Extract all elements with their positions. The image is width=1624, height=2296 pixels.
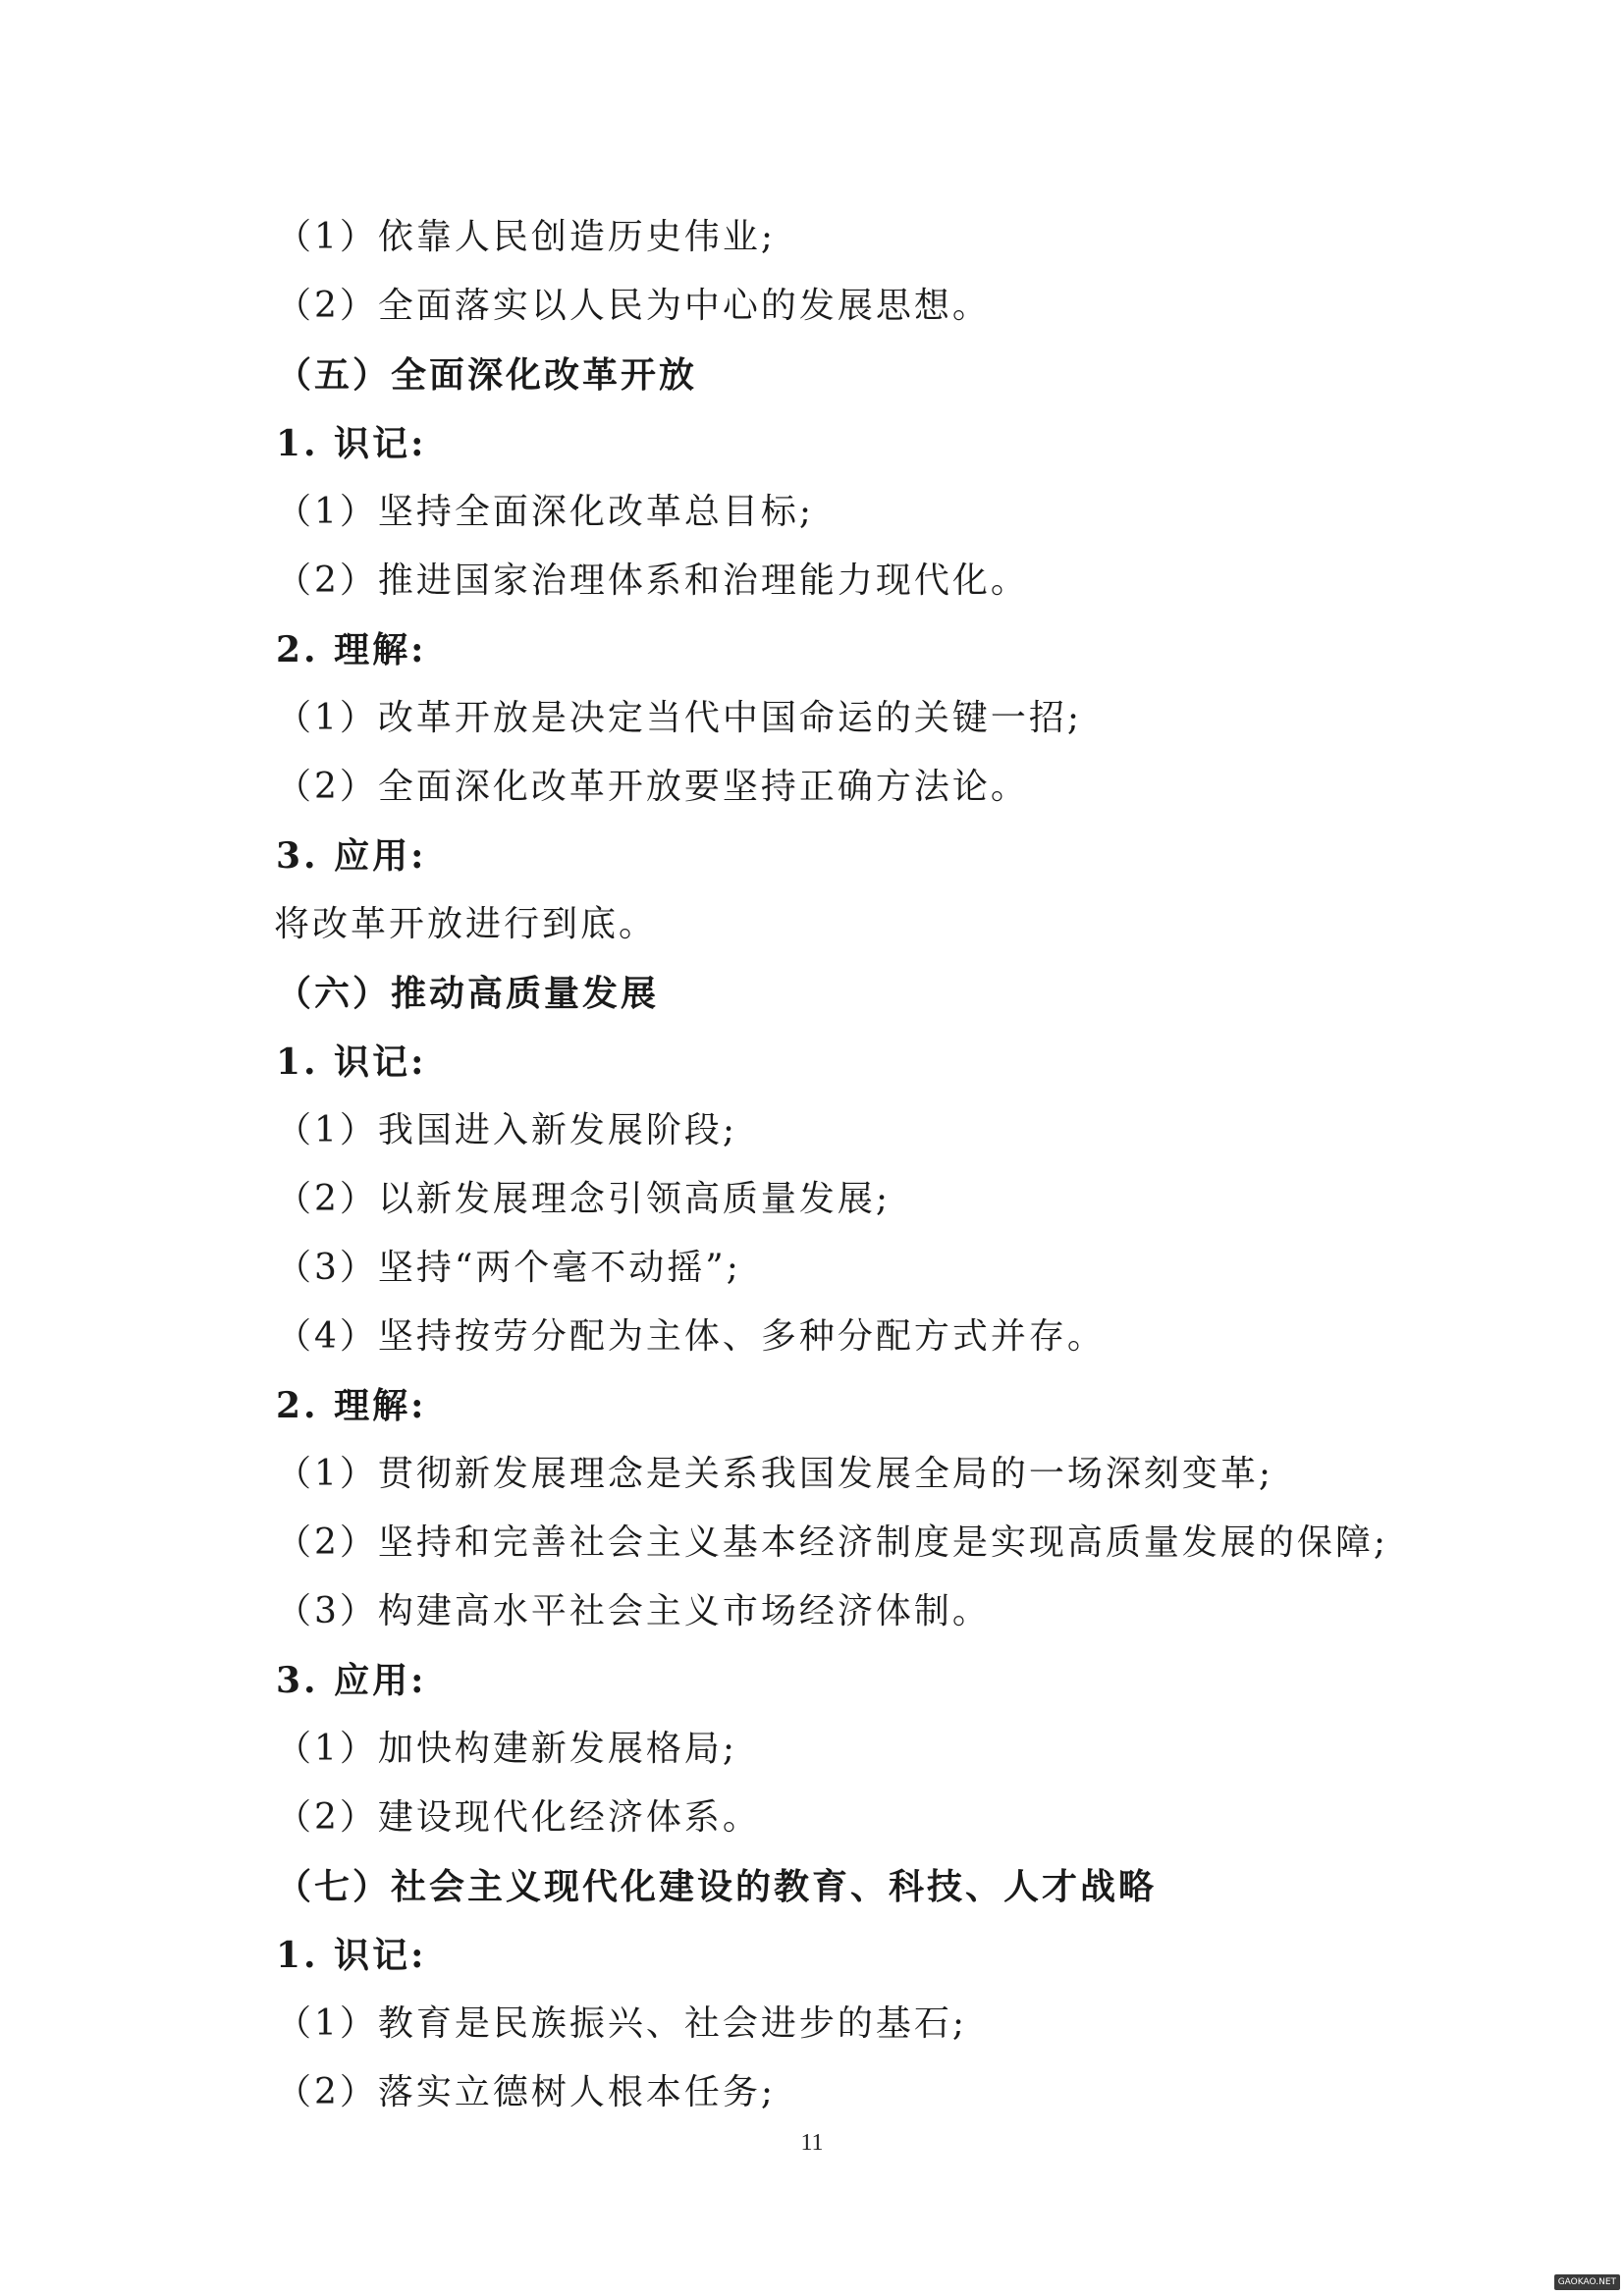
watermark-logo: GAOKAO.NET	[1554, 2274, 1620, 2290]
list-item: （1）坚持全面深化改革总目标;	[276, 492, 815, 532]
subsection-heading: 3. 应用:	[276, 1660, 427, 1701]
list-item: （4）坚持按劳分配为主体、多种分配方式并存。	[276, 1316, 1106, 1357]
paragraph: 将改革开放进行到底。	[274, 904, 658, 944]
list-item: （2）坚持和完善社会主义基本经济制度是实现高质量发展的保障;	[276, 1522, 1389, 1563]
page-number: 11	[800, 2130, 824, 2156]
subsection-heading: 2. 理解:	[276, 1385, 427, 1426]
list-item: （2）以新发展理念引领高质量发展;	[276, 1179, 892, 1219]
subsection-heading: 1. 识记:	[276, 1041, 427, 1083]
section-heading: （五）全面深化改革开放	[276, 354, 698, 396]
list-item: （2）全面落实以人民为中心的发展思想。	[276, 286, 991, 326]
list-item: （1）我国进入新发展阶段;	[276, 1110, 738, 1150]
subsection-heading: 1. 识记:	[276, 1935, 427, 1976]
subsection-heading: 2. 理解:	[276, 629, 427, 670]
list-item: （2）落实立德树人根本任务;	[276, 2072, 777, 2112]
section-heading: （六）推动高质量发展	[276, 973, 660, 1014]
subsection-heading: 1. 识记:	[276, 423, 427, 464]
subsection-heading: 3. 应用:	[276, 835, 427, 877]
list-item: （2）推进国家治理体系和治理能力现代化。	[276, 561, 1029, 601]
list-item: （2）全面深化改革开放要坚持正确方法论。	[276, 767, 1029, 807]
list-item: （3）坚持“两个毫不动摇”;	[276, 1248, 741, 1288]
list-item: （1）改革开放是决定当代中国命运的关键一招;	[276, 698, 1083, 738]
list-item: （1）依靠人民创造历史伟业;	[276, 217, 777, 257]
list-item: （3）构建高水平社会主义市场经济体制。	[276, 1591, 991, 1631]
list-item: （1）教育是民族振兴、社会进步的基石;	[276, 2003, 968, 2044]
list-item: （1）贯彻新发展理念是关系我国发展全局的一场深刻变革;	[276, 1454, 1274, 1494]
list-item: （1）加快构建新发展格局;	[276, 1729, 738, 1769]
section-heading: （七）社会主义现代化建设的教育、科技、人才战略	[276, 1866, 1158, 1907]
list-item: （2）建设现代化经济体系。	[276, 1797, 761, 1838]
